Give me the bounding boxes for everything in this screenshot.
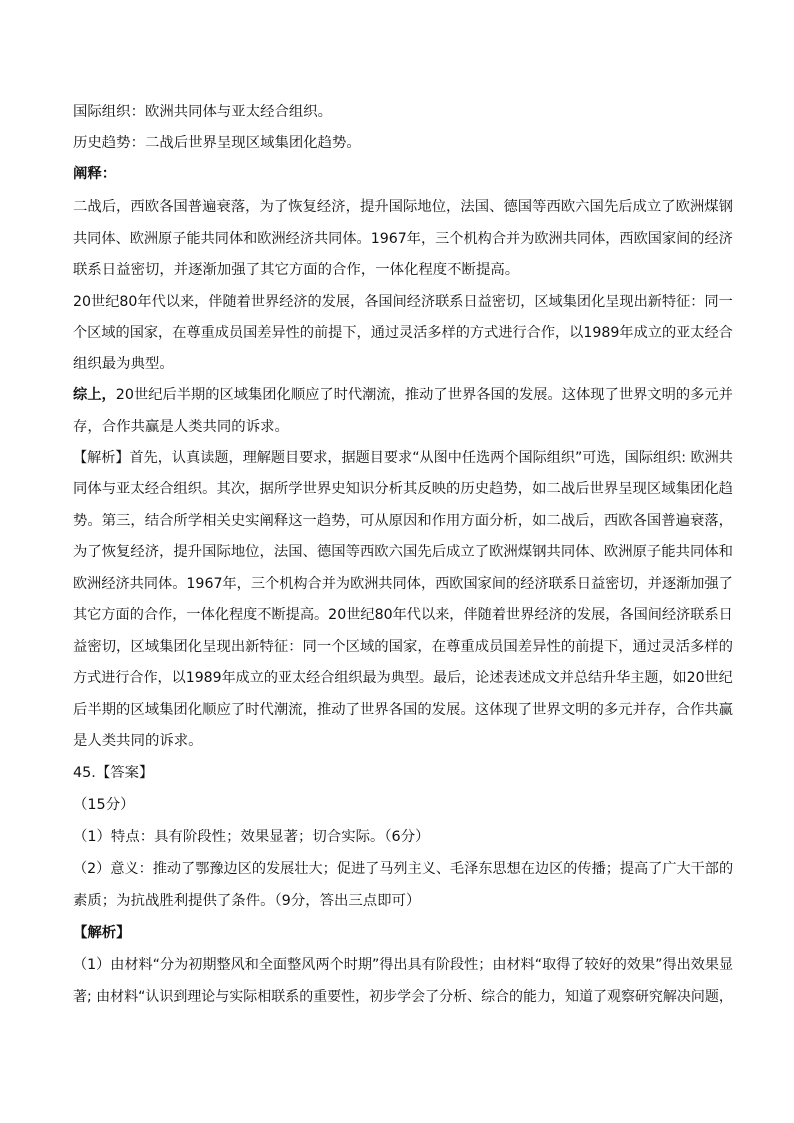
text-line: 历史趋势：二战后世界呈现区域集团化趋势。 xyxy=(73,135,361,151)
text-line: 素质；为抗战胜利提供了条件。（9分，答出三点即可） xyxy=(73,893,421,909)
text-line: （15分） xyxy=(73,797,135,813)
text-line: 是人类共同的诉求。 xyxy=(73,733,203,749)
text-line: 20世纪80年代以来，伴随着世界经济的发展，各国间经济联系日益密切，区域集团化呈现出新特征：同一 xyxy=(73,294,733,310)
text-line: 联系日益密切，并逐渐加强了其它方面的合作，一体化程度不断提高。 xyxy=(73,262,520,278)
text-line: 其它方面的合作，一体化程度不断提高。20世纪80年代以来，伴随着世界经济的发展，各国间经济联系日 xyxy=(73,607,733,623)
text-line: 同体与亚太经合组织。其次，据所学世界史知识分析其反映的历史趋势，如二战后世界呈现区域集团化趋 xyxy=(73,481,733,497)
answer-heading: 45.【答案】 xyxy=(73,765,154,781)
text-line: 共同体、欧洲原子能共同体和欧洲经济共同体。1967年，三个机构合并为欧洲共同体，西欧国家间的经济 xyxy=(73,231,733,247)
summary-label: 综上， xyxy=(73,387,116,403)
text-line: 为了恢复经济，提升国际地位，法国、德国等西欧六国先后成立了欧洲煤钢共同体、欧洲原子能共同体和 xyxy=(73,544,733,560)
text-line: 欧洲经济共同体。1967年，三个机构合并为欧洲共同体，西欧国家间的经济联系日益密切，并逐渐加强了 xyxy=(73,576,733,592)
text-line: 个区域的国家，在尊重成员国差异性的前提下，通过灵活多样的方式进行合作，以1989年成立的亚太经合 xyxy=(73,325,733,341)
text-line: 存，合作共赢是人类共同的诉求。 xyxy=(73,419,289,435)
text-line: （1）特点：具有阶段性；效果显著；切合实际。（6分） xyxy=(73,829,430,845)
text-line: 【解析】首先，认真读题，理解题目要求，据题目要求“从图中任选两个国际组织”可选，国际组织: 欧洲共 xyxy=(73,450,733,466)
text-line: 益密切，区域集团化呈现出新特征：同一个区域的国家，在尊重成员国差异性的前提下，通过灵活多样的 xyxy=(73,639,733,655)
text-line: 组织最为典型。 xyxy=(73,356,174,372)
summary-line xyxy=(73,385,733,405)
text-line: （2）意义：推动了鄂豫边区的发展壮大；促进了马列主义、毛泽东思想在边区的传播；提高了广大干部的 xyxy=(73,861,734,877)
text-line: 方式进行合作，以1989年成立的亚太经合组织最为典型。最后，论述表述成文并总结升华主题，如20世纪 xyxy=(73,670,733,686)
text-line: 著; 由材料“认识到理论与实际相联系的重要性，初步学会了分析、综合的能力，知道了观察研究解决问题， xyxy=(73,989,733,1005)
text-line: 国际组织：欧洲共同体与亚太经合组织。 xyxy=(73,104,333,120)
text-line: （1）由材料“分为初期整风和全面整风两个时期”得出具有阶段性；由材料“取得了较好的效果”得出效果显 xyxy=(73,957,734,973)
text-line: 势。第三，结合所学相关史实阐释这一趋势，可从原因和作用方面分析，如二战后，西欧各国普遍衰落， xyxy=(73,513,733,529)
text-line: 后半期的区域集团化顺应了时代潮流，推动了世界各国的发展。这体现了世界文明的多元并存，合作共赢 xyxy=(73,702,733,718)
summary-text: 20世纪后半期的区域集团化顺应了时代潮流，推动了世界各国的发展。这体现了世界文明的多元并 xyxy=(115,387,733,403)
analysis-heading: 【解析】 xyxy=(73,925,131,941)
section-heading: 阐释： xyxy=(73,166,117,182)
text-line: 二战后，西欧各国普遍衰落，为了恢复经济，提升国际地位，法国、德国等西欧六国先后成立了欧洲煤钢 xyxy=(73,199,733,215)
